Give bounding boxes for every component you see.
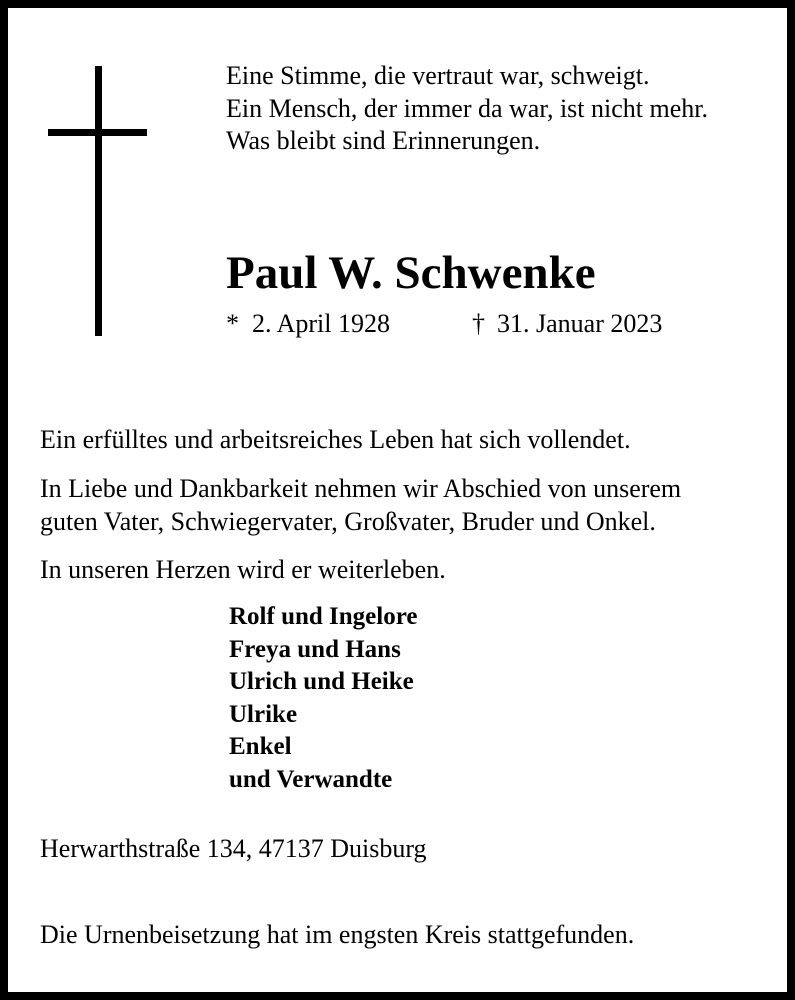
farewell-line: guten Vater, Schwiegervater, Großvater, Bruder und Onkel. <box>40 506 656 536</box>
farewell-line: In Liebe und Dankbarkeit nehmen wir Abschied von unserem <box>40 474 682 503</box>
mourner: und Verwandte <box>229 765 393 793</box>
death-date: 31. Januar 2023 <box>497 309 663 338</box>
mourner: Enkel <box>229 733 292 761</box>
address: Herwarthstraße 134, 47137 Duisburg <box>40 834 427 863</box>
mourner: Rolf und Ingelore <box>229 603 418 630</box>
poem-line: Eine Stimme, die vertraut war, schweigt. <box>226 61 650 90</box>
remembrance-text: In unseren Herzen wird er weiterleben. <box>40 555 446 584</box>
poem <box>226 60 708 158</box>
death-dagger-icon: † <box>472 309 485 338</box>
mourner: Ulrike <box>229 700 298 728</box>
obituary-card <box>8 8 787 992</box>
birth-star-icon: * <box>226 309 239 338</box>
mourners-list <box>229 601 417 797</box>
farewell-text <box>40 473 681 538</box>
birth-date: 2. April 1928 <box>252 309 390 338</box>
cross-horizontal-bar <box>48 129 147 136</box>
closing-note: Die Urnenbeisetzung hat im engsten Kreis stattgefunden. <box>40 920 635 949</box>
deceased-name: Paul W. Schwenke <box>226 247 596 299</box>
mourner: Ulrich und Heike <box>229 668 414 696</box>
poem-line: Was bleibt sind Erinnerungen. <box>226 126 541 155</box>
death-entry <box>472 308 662 340</box>
tribute-text: Ein erfülltes und arbeitsreiches Leben hat sich vollendet. <box>40 425 631 454</box>
cross-vertical-bar <box>95 66 102 336</box>
poem-line: Ein Mensch, der immer da war, ist nicht mehr. <box>226 93 709 123</box>
life-dates <box>226 308 663 340</box>
mourner: Freya und Hans <box>229 635 401 663</box>
